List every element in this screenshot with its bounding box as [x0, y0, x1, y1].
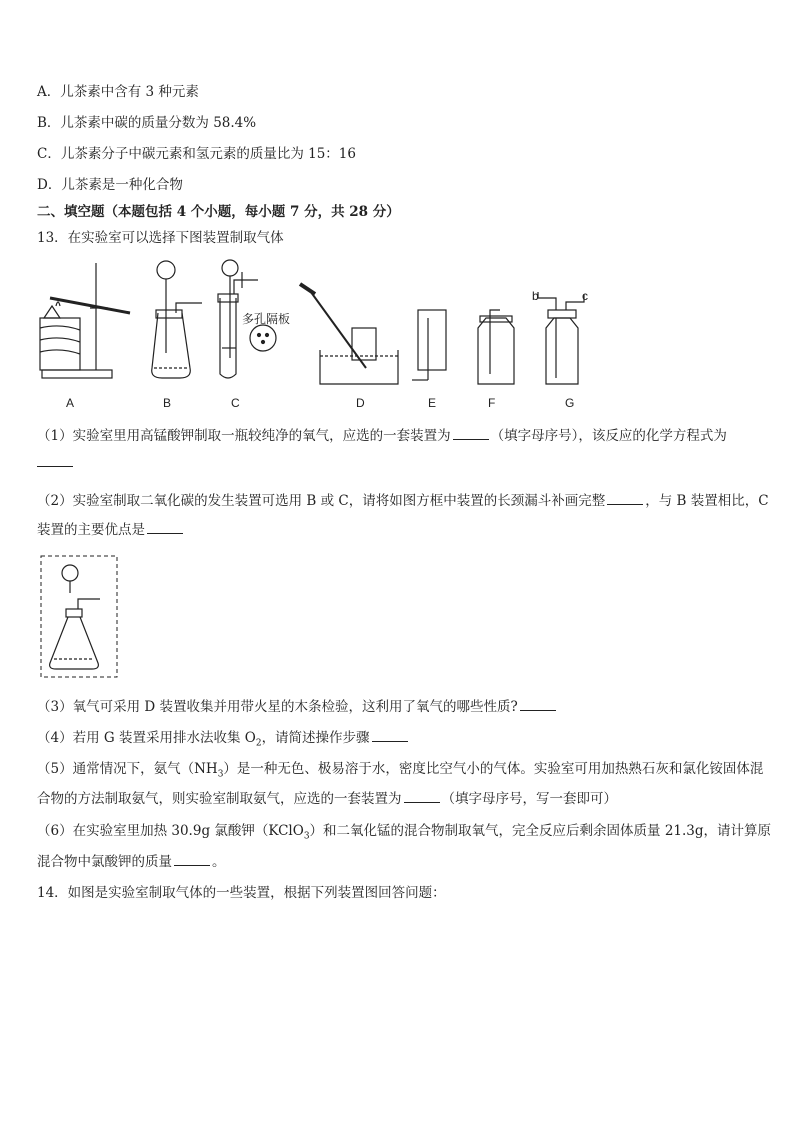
q13-part5: [37, 759, 763, 785]
option-c: C．儿茶素分子中碳元素和氢元素的质量比为 15：16: [37, 146, 356, 162]
q13-part2-cont: [37, 519, 185, 540]
q13-part5-cont: [37, 788, 617, 809]
q13-part4-text: （4）若用 G 装置采用排水法收集 O: [37, 730, 256, 746]
subscript: 3: [217, 769, 224, 780]
q13-part1-text-2: （填字母序号），该反应的化学方程式为: [490, 428, 727, 444]
answer-blank[interactable]: [607, 490, 643, 505]
answer-blank[interactable]: [372, 727, 408, 742]
q13-part3-text: （3）氧气可采用 D 装置收集并用带火星的木条检验，这利用了氧气的哪些性质?: [37, 699, 518, 715]
q13-part1-equation: [37, 452, 75, 473]
subscript: 2: [255, 738, 262, 749]
q13-part1: [37, 425, 727, 446]
answer-blank[interactable]: [37, 452, 73, 467]
q13-part5-text-2: ）是一种无色、极易溶于水，密度比空气小的气体。实验室可用加热熟石灰和氯化铵固体混: [223, 761, 764, 777]
label-f: F: [488, 396, 496, 410]
apparatus-f: [478, 310, 514, 384]
tube-b-label: b: [532, 289, 539, 303]
apparatus-figure: [30, 258, 590, 388]
apparatus-b: [152, 261, 202, 378]
apparatus-e: [412, 310, 446, 380]
answer-blank[interactable]: [520, 696, 556, 711]
q13-part5-text: （5）通常情况下，氨气（NH: [37, 761, 218, 777]
q13-part4: [37, 727, 410, 754]
section-heading: 二、填空题（本题包括 4 个小题，每小题 7 分，共 28 分）: [37, 204, 400, 220]
answer-blank[interactable]: [453, 425, 489, 440]
q13-part6-text: （6）在实验室里加热 30.9g 氯酸钾（KClO: [37, 823, 304, 839]
label-a: A: [66, 396, 75, 410]
q13-part3: [37, 696, 558, 717]
tube-c-label: c: [582, 289, 588, 303]
q13-part2-text-3: 装置的主要优点是: [37, 522, 145, 538]
apparatus-a: [40, 263, 130, 378]
label-b: B: [163, 396, 172, 410]
label-g: G: [565, 396, 575, 410]
option-b: B．儿茶素中碳的质量分数为 58.4%: [37, 115, 257, 131]
q13-part2-text: （2）实验室制取二氧化碳的发生装置可选用 B 或 C，请将如图方框中装置的长颈漏斗补画完整: [37, 493, 606, 509]
label-e: E: [428, 396, 437, 410]
q13-stem: 13．在实验室可以选择下图装置制取气体: [37, 230, 284, 246]
q13-part1-text: （1）实验室里用高锰酸钾制取一瓶较纯净的氧气，应选的一套装置为: [37, 428, 451, 444]
subscript: 3: [303, 831, 310, 842]
q13-part5-text-4: （填字母序号，写一套即可）: [441, 791, 617, 807]
funnel-drawing-box: [40, 555, 120, 680]
label-d: D: [356, 396, 365, 410]
q13-part6: [37, 821, 771, 847]
option-a: A．儿茶素中含有 3 种元素: [37, 84, 199, 100]
q13-part5-text-3: 合物的方法制取氨气，则实验室制取氨气，应选的一套装置为: [37, 791, 402, 807]
porous-plate-label: 多孔隔板: [242, 312, 291, 326]
answer-blank[interactable]: [174, 851, 210, 866]
apparatus-d: [300, 284, 398, 384]
q13-part6-text-4: 。: [212, 854, 226, 870]
label-c: C: [231, 396, 240, 410]
option-d: D．儿茶素是一种化合物: [37, 177, 183, 193]
answer-blank[interactable]: [404, 788, 440, 803]
q14-stem: 14．如图是实验室制取气体的一些装置，根据下列装置图回答问题：: [37, 885, 446, 901]
apparatus-g: [538, 292, 584, 384]
answer-blank[interactable]: [147, 519, 183, 534]
q13-part2: [37, 490, 769, 511]
q13-part4-text-2: ，请简述操作步骤: [261, 730, 370, 746]
q13-part6-text-3: 混合物中氯酸钾的质量: [37, 854, 172, 870]
q13-part2-text-2: ，与 B 装置相比，C: [645, 493, 769, 509]
q13-part6-text-2: ）和二氧化锰的混合物制取氧气，完全反应后剩余固体质量 21.3g，请计算原: [309, 823, 772, 839]
q13-part6-cont: [37, 851, 226, 872]
